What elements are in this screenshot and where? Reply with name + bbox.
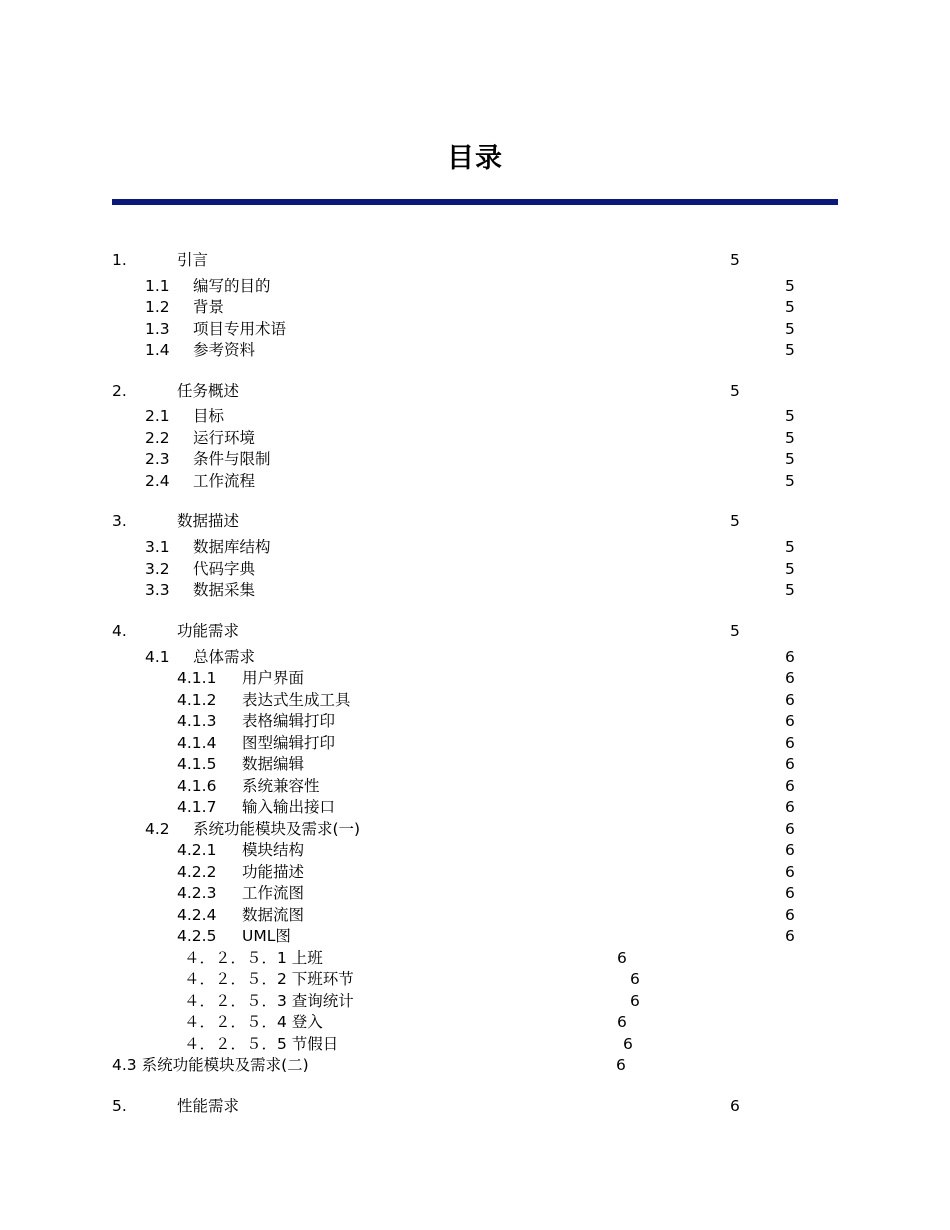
- toc-entry-page: 6: [617, 1013, 627, 1031]
- toc-entry-title: 引言: [177, 251, 209, 269]
- toc-entry-page: 6: [616, 1056, 626, 1074]
- toc-entry-title: 工作流图: [242, 884, 305, 902]
- toc-entry-page: 5: [785, 341, 795, 359]
- toc-entry[interactable]: [0, 537, 950, 557]
- toc-entry-title: 数据库结构: [193, 538, 271, 556]
- toc-entry-title: 功能需求: [177, 622, 240, 640]
- toc-entry-title: 图型编辑打印: [242, 734, 336, 752]
- toc-entry[interactable]: [0, 948, 950, 968]
- toc-entry-title: 代码字典: [193, 560, 256, 578]
- toc-entry[interactable]: [0, 797, 950, 817]
- toc-entry-page: 5: [785, 450, 795, 468]
- toc-entry[interactable]: [0, 647, 950, 667]
- toc-entry[interactable]: [0, 471, 950, 491]
- toc-entry-title: 模块结构: [242, 841, 305, 859]
- toc-entry-number: 2.4: [145, 472, 170, 490]
- toc-entry-page: 6: [785, 863, 795, 881]
- toc-entry-page: 6: [730, 1097, 740, 1115]
- toc-entry-number: 3.3: [145, 581, 170, 599]
- toc-entry[interactable]: [0, 819, 950, 839]
- toc-entry-title: 4.3 系统功能模块及需求(二): [112, 1056, 309, 1074]
- toc-entry-page: 6: [785, 669, 795, 687]
- toc-entry-number: 5.: [112, 1097, 127, 1115]
- toc-entry-page: 5: [785, 407, 795, 425]
- toc-entry-title: 数据描述: [177, 512, 240, 530]
- toc-entry-page: 5: [785, 560, 795, 578]
- toc-entry[interactable]: [0, 1055, 950, 1075]
- toc-entry-number: 3.: [112, 512, 127, 530]
- toc-entry-title: 功能描述: [242, 863, 305, 881]
- toc-entry-page: 5: [785, 538, 795, 556]
- toc-entry-title: 总体需求: [193, 648, 256, 666]
- toc-entry[interactable]: [0, 580, 950, 600]
- toc-entry[interactable]: [0, 511, 950, 531]
- toc-entry-title: 输入输出接口: [242, 798, 336, 816]
- toc-entry-page: 5: [785, 320, 795, 338]
- toc-entry[interactable]: [0, 559, 950, 579]
- toc-entry-title: 运行环境: [193, 429, 256, 447]
- toc-entry-page: 5: [785, 472, 795, 490]
- toc-entry[interactable]: [0, 969, 950, 989]
- toc-entry-page: 5: [730, 622, 740, 640]
- toc-entry-number: 4.1: [145, 648, 170, 666]
- toc-entry-page: 6: [785, 927, 795, 945]
- toc-entry-title: 数据编辑: [242, 755, 305, 773]
- toc-entry-number: 4.2.3: [177, 884, 217, 902]
- toc-entry-number: 4.1.4: [177, 734, 217, 752]
- toc-entry-page: 6: [785, 712, 795, 730]
- toc-entry[interactable]: [0, 428, 950, 448]
- toc-entry[interactable]: [0, 297, 950, 317]
- toc-entry[interactable]: [0, 905, 950, 925]
- toc-entry-page: 6: [785, 734, 795, 752]
- toc-entry-page: 6: [617, 949, 627, 967]
- toc-entry[interactable]: [0, 883, 950, 903]
- toc-entry-title: 工作流程: [193, 472, 256, 490]
- toc-entry[interactable]: [0, 668, 950, 688]
- toc-entry-number: 4.1.3: [177, 712, 217, 730]
- toc-entry-page: 6: [630, 970, 640, 988]
- toc-entry[interactable]: [0, 1096, 950, 1116]
- toc-entry-title: 条件与限制: [193, 450, 271, 468]
- toc-entry-number: 1.1: [145, 277, 170, 295]
- toc-entry-title: 数据流图: [242, 906, 305, 924]
- toc-entry-page: 6: [630, 992, 640, 1010]
- toc-entry-number: 4.1.6: [177, 777, 217, 795]
- toc-entry-title: 用户界面: [242, 669, 305, 687]
- toc-entry-number: 4.2.5: [177, 927, 217, 945]
- toc-entry-page: 6: [785, 820, 795, 838]
- toc-entry-title: 表达式生成工具: [242, 691, 351, 709]
- toc-entry-number: 2.: [112, 382, 127, 400]
- toc-entry-title: ４．２．５．2 下班环节: [184, 970, 354, 988]
- toc-entry-page: 5: [730, 251, 740, 269]
- toc-entry[interactable]: [0, 776, 950, 796]
- toc-entry-page: 6: [785, 691, 795, 709]
- toc-entry[interactable]: [0, 381, 950, 401]
- toc-entry-title: 目标: [193, 407, 225, 425]
- toc-entry-title: 任务概述: [177, 382, 240, 400]
- toc-entry-page: 5: [785, 429, 795, 447]
- toc-entry-number: 4.1.7: [177, 798, 217, 816]
- toc-entry[interactable]: [0, 319, 950, 339]
- toc-entry[interactable]: [0, 754, 950, 774]
- title-divider: [112, 199, 838, 205]
- toc-entry[interactable]: [0, 711, 950, 731]
- toc-entry-title: 系统兼容性: [242, 777, 320, 795]
- toc-entry-title: ４．２．５．4 登入: [184, 1013, 323, 1031]
- toc-entry-page: 6: [623, 1035, 633, 1053]
- toc-entry[interactable]: [0, 733, 950, 753]
- toc-entry[interactable]: [0, 991, 950, 1011]
- toc-entry-number: 4.2.2: [177, 863, 217, 881]
- toc-entry-title: 性能需求: [177, 1097, 240, 1115]
- toc-entry-number: 4.: [112, 622, 127, 640]
- toc-entry[interactable]: [0, 840, 950, 860]
- toc-entry-title: 参考资料: [193, 341, 256, 359]
- toc-entry-number: 2.1: [145, 407, 170, 425]
- toc-entry-number: 4.2.1: [177, 841, 217, 859]
- toc-entry-title: 背景: [193, 298, 225, 316]
- toc-entry-number: 2.3: [145, 450, 170, 468]
- toc-entry-title: UML图: [242, 927, 291, 945]
- toc-entry-number: 2.2: [145, 429, 170, 447]
- toc-entry[interactable]: [0, 862, 950, 882]
- toc-entry[interactable]: [0, 1012, 950, 1032]
- toc-entry-page: 6: [785, 884, 795, 902]
- toc-entry-title: 系统功能模块及需求(一): [193, 820, 361, 838]
- toc-entry-title: 项目专用术语: [193, 320, 287, 338]
- toc-entry-number: 4.1.2: [177, 691, 217, 709]
- toc-entry-page: 5: [730, 382, 740, 400]
- toc-entry[interactable]: [0, 690, 950, 710]
- toc-entry-number: 3.1: [145, 538, 170, 556]
- toc-entry-page: 6: [785, 798, 795, 816]
- toc-entry-page: 5: [785, 277, 795, 295]
- toc-entry-title: 表格编辑打印: [242, 712, 336, 730]
- toc-entry-page: 6: [785, 906, 795, 924]
- toc-entry[interactable]: [0, 449, 950, 469]
- toc-entry-title: ４．２．５．1 上班: [184, 949, 323, 967]
- toc-entry[interactable]: [0, 406, 950, 426]
- toc-entry[interactable]: [0, 250, 950, 270]
- toc-entry-title: ４．２．５．3 查询统计: [184, 992, 354, 1010]
- toc-entry-title: 编写的目的: [193, 277, 271, 295]
- toc-entry-number: 3.2: [145, 560, 170, 578]
- toc-entry-number: 1.3: [145, 320, 170, 338]
- toc-entry-number: 1.: [112, 251, 127, 269]
- toc-entry-page: 5: [730, 512, 740, 530]
- toc-entry[interactable]: [0, 340, 950, 360]
- toc-entry-page: 5: [785, 581, 795, 599]
- toc-entry-page: 6: [785, 777, 795, 795]
- toc-entry[interactable]: [0, 621, 950, 641]
- toc-entry-page: 6: [785, 648, 795, 666]
- toc-entry-number: 4.1.5: [177, 755, 217, 773]
- toc-entry[interactable]: [0, 276, 950, 296]
- toc-entry[interactable]: [0, 926, 950, 946]
- toc-entry-title: 数据采集: [193, 581, 256, 599]
- toc-entry-number: 4.2.4: [177, 906, 217, 924]
- toc-entry-number: 1.4: [145, 341, 170, 359]
- toc-entry-page: 5: [785, 298, 795, 316]
- toc-entry-number: 4.1.1: [177, 669, 217, 687]
- toc-entry-number: 1.2: [145, 298, 170, 316]
- toc-entry[interactable]: [0, 1034, 950, 1054]
- toc-entry-page: 6: [785, 755, 795, 773]
- toc-entry-page: 6: [785, 841, 795, 859]
- toc-entry-title: ４．２．５．5 节假日: [184, 1035, 339, 1053]
- toc-entry-number: 4.2: [145, 820, 170, 838]
- page-title: 目录: [447, 143, 503, 174]
